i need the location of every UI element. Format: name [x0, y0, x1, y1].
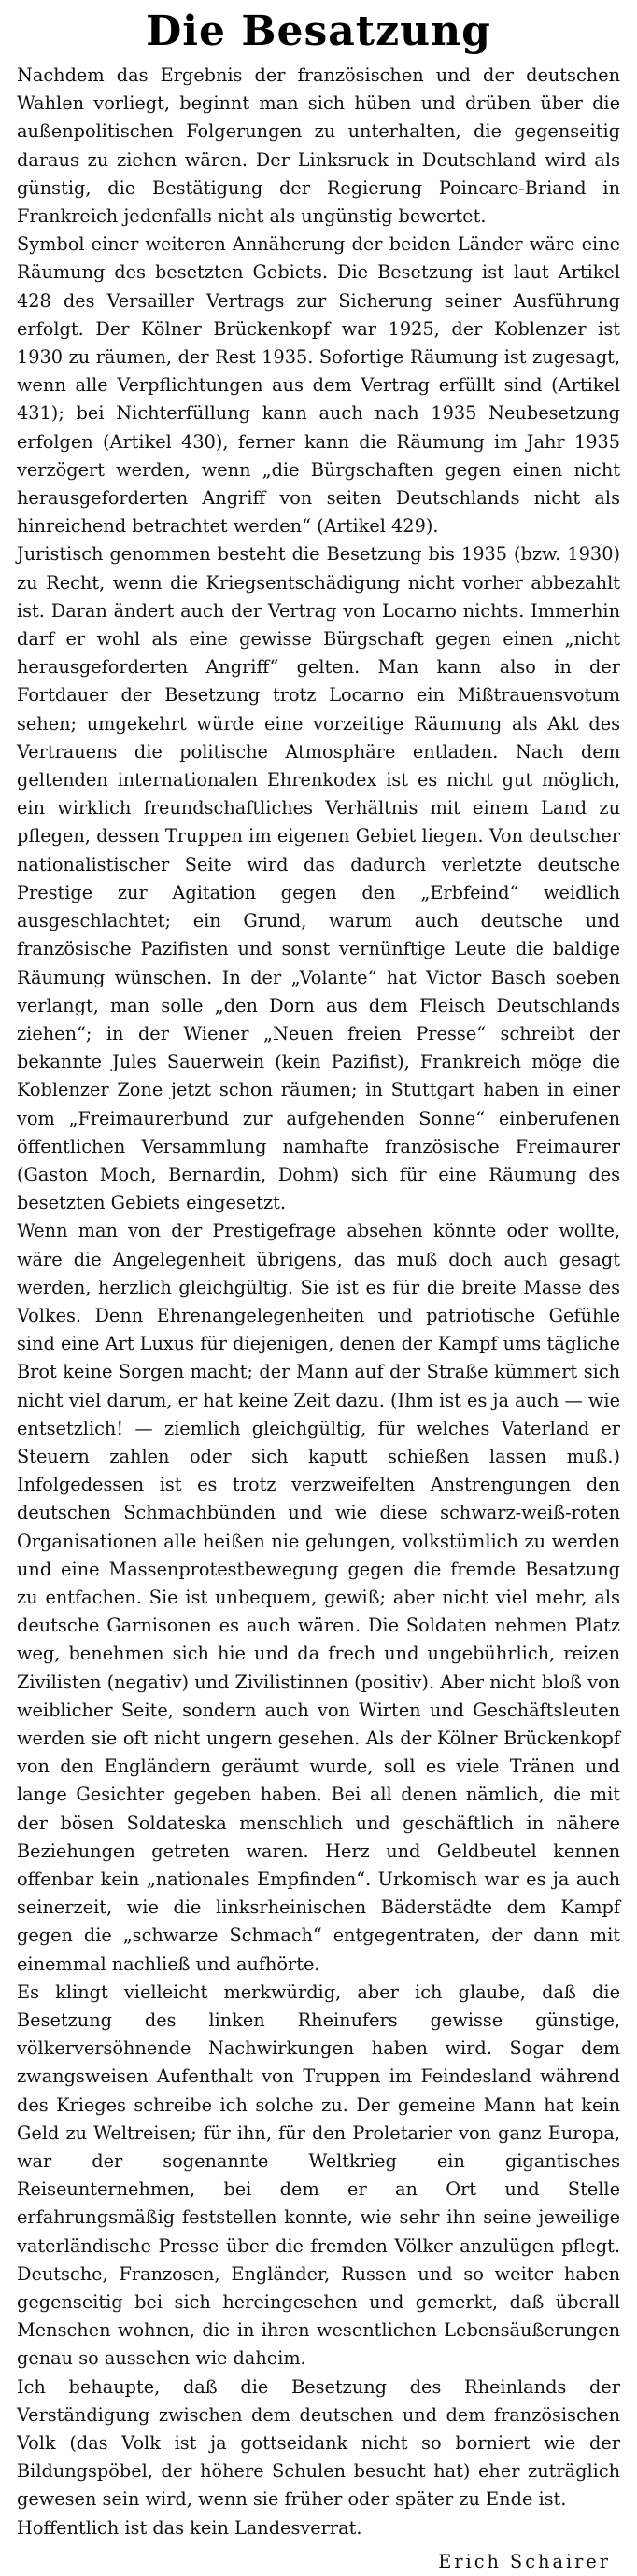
author-signature: Erich Schairer [438, 2550, 611, 2572]
article-paragraph: Ich behaupte, daß die Besetzung des Rheinlands der Verständigung zwischen dem deutschen und dem französischen Volk (das Volk ist ja gottseidank nicht so borniert wie der Bildungspöbel, der höhere Schulen besucht hat) eher zuträglich gewesen sein wird, wenn sie früher oder später zu Ende ist. [17, 2375, 620, 2511]
closing-line: Hoffentlich ist das kein Landesverrat. [17, 2516, 362, 2539]
article-paragraph: Symbol einer weiteren Annäherung der beiden Länder wäre eine Räumung des besetzten Gebiets. Die Besetzung ist laut Artikel 428 des Versailler Vertrags zur Sicherung seiner Ausführung erfolgt. Der Kölner Brückenkopf war 1925, der Koblenzer ist 1930 zu räumen, der Rest 1935. Sofortige Räumung ist zugesagt, wenn alle Verpflichtungen aus dem Vertrag erfüllt sind (Artikel 431); bei Nichterfüllung kann auch nach 1935 Neubesetzung erfolgen (Artikel 430), ferner kann die Räumung im Jahr 1935 verzögert werden, wenn „die Bürgschaften gegen einen nicht herausgeforderten Angriff von seiten Deutschlands nicht als hinreichend betrachtet werden“ (Artikel 429). [17, 233, 620, 538]
article-headline: Die Besatzung [146, 7, 491, 55]
article-paragraph: Es klingt vielleicht merkwürdig, aber ich glaube, daß die Besetzung des linken Rheinufers gewisse günstige, völkerversöhnende Nachwirkungen haben wird. Sogar dem zwangsweisen Aufenthalt von Truppen im Feindesland während des Krieges schreibe ich solche zu. Der gemeine Mann hat kein Geld zu Weltreisen; für ihn, für den Proletarier von ganz Europa, war der sogenannte Weltkrieg ein gigantisches Reiseunternehmen, bei dem er an Ort und Stelle erfahrungsmäßig feststellen konnte, wie sehr ihn seine jeweilige vaterländische Presse über die fremden Völker anzulügen pflegt. Deutsche, Franzosen, Engländer, Russen und so weiter haben gegenseitig bei sich hereingesehen und gemerkt, daß überall Menschen wohnen, die in ihren wesentlichen Lebensäußerungen genau so aussehen wie daheim. [17, 1981, 620, 2370]
article-paragraph: Juristisch genommen besteht die Besetzung bis 1935 (bzw. 1930) zu Recht, wenn die Kriegsentschädigung nicht vorher abbezahlt ist. Daran ändert auch der Vertrag von Locarno nichts. Immerhin darf er wohl als eine gewisse Bürgschaft gegen einen „nicht herausgeforderten Angriff“ gelten. Man kann also in der Fortdauer der Besetzung trotz Locarno ein Mißtrauensvotum sehen; umgekehrt würde eine vorzeitige Räumung als Akt des Vertrauens die politische Atmosphäre entladen. Nach dem geltenden internationalen Ehrenkodex ist es nicht gut möglich, ein wirklich freundschaftliches Verhältnis mit einem Land zu pflegen, dessen Truppen im eigenen Gebiet liegen. Von deutscher nationalistischer Seite wird das dadurch verletzte deutsche Prestige zur Agitation gegen den „Erbfeind“ weidlich ausgeschlachtet; ein Grund, warum auch deutsche und französische Pazifisten und sonst vernünftige Leute die baldige Räumung wünschen. In der „Volante“ hat Victor Basch soeben verlangt, man solle „den Dorn aus dem Fleisch Deutschlands ziehen“; in der Wiener „Neuen freien Presse“ schreibt der bekannte Jules Sauerwein (kein Pazifist), Frankreich möge die Koblenzer Zone jetzt schon räumen; in Stuttgart haben in einer vom „Freimaurerbund zur aufgehenden Sonne“ einberufenen öffentlichen Versammlung namhafte französische Freimaurer (Gaston Moch, Bernardin, Dohm) sich für eine Räumung des besetzten Gebiets eingesetzt. [17, 543, 620, 1214]
article-paragraph: Wenn man von der Prestigefrage absehen könnte oder wollte, wäre die Angelegenheit übrigens, das muß doch auch gesagt werden, herzlich gleichgültig. Sie ist es für die breite Masse des Volkes. Denn Ehrenangelegenheiten und patriotische Gefühle sind eine Art Luxus für diejenigen, denen der Kampf ums tägliche Brot keine Sorgen macht; der Mann auf der Straße kümmert sich nicht viel darum, er hat keine Zeit dazu. (Ihm ist es ja auch — wie entsetzlich! — ziemlich gleichgültig, für welches Vaterland er Steuern zahlen oder sich kaputt schießen lassen muß.) Infolgedessen ist es trotz verzweifelten Anstrengungen den deutschen Schmachbünden und wie diese schwarz-weiß-roten Organisationen alle heißen nie gelungen, volkstümlich zu werden und eine Massenprotestbewegung gegen die fremde Besatzung zu entfachen. Sie ist unbequem, gewiß; aber nicht viel mehr, als deutsche Garnisonen es auch wären. Die Soldaten nehmen Platz weg, benehmen sich hie und da frech und ungebührlich, reizen Zivilisten (negativ) und Zivilistinnen (positiv). Aber nicht bloß von weiblicher Seite, sondern auch von Wirten und Geschäftsleuten werden sie oft nicht ungern gesehen. Als der Kölner Brückenkopf von den Engländern geräumt wurde, soll es viele Tränen und lange Gesichter gegeben haben. Bei all denen nämlich, die mit der bösen Soldateska menschlich und geschäftlich in nähere Beziehungen getreten waren. Herz und Geldbeutel kennen offenbar kein „nationales Empfinden“. Urkomisch war es ja auch seinerzeit, wie die linksrheinischen Bäderstädte dem Kampf gegen die „schwarze Schmach“ entgegentraten, der dann mit einemmal nachließ und aufhörte. [17, 1220, 620, 1975]
article-body [17, 62, 620, 2542]
article-paragraph: Nachdem das Ergebnis der französischen und der deutschen Wahlen vorliegt, beginnt man sich hüben und drüben über die außenpolitischen Folgerungen zu unterhalten, die gegenseitig daraus zu ziehen wären. Der Linksruck in Deutschland wird als günstig, die Bestätigung der Regierung Poincare-Briand in Frankreich jedenfalls nicht als ungünstig bewertet. [17, 64, 620, 228]
